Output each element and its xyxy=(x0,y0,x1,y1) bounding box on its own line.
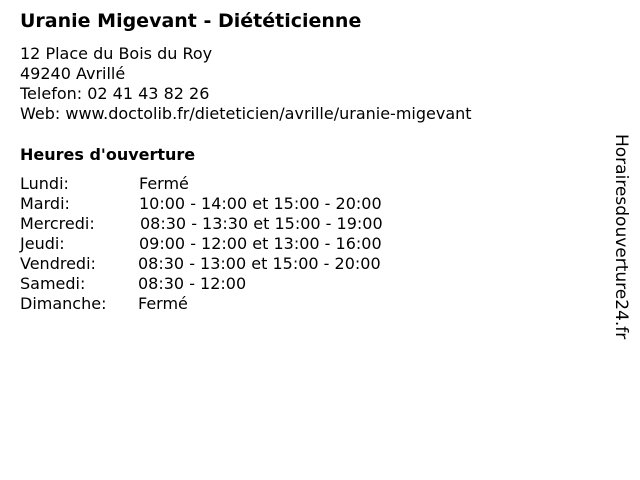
day-hours: 08:30 - 12:00 xyxy=(138,274,247,293)
day-label: Mardi: xyxy=(20,194,70,213)
hours-row-friday xyxy=(20,254,440,274)
hours-row-thursday xyxy=(20,234,440,254)
phone-number: Telefon: 02 41 43 82 26 xyxy=(20,84,210,103)
hours-row-monday xyxy=(20,174,440,194)
day-hours: 08:30 - 13:00 et 15:00 - 20:00 xyxy=(138,254,381,273)
hours-row-wednesday xyxy=(20,214,440,234)
day-hours: Fermé xyxy=(138,294,188,313)
day-hours: 08:30 - 13:30 et 15:00 - 19:00 xyxy=(140,214,383,233)
street-address: 12 Place du Bois du Roy xyxy=(20,44,213,63)
business-address-block xyxy=(20,44,472,124)
city-postcode: 49240 Avrillé xyxy=(20,64,126,83)
day-hours: Fermé xyxy=(139,174,189,193)
day-label: Mercredi: xyxy=(20,214,95,233)
day-label: Lundi: xyxy=(20,174,69,193)
day-label: Jeudi: xyxy=(20,234,65,253)
opening-hours-heading: Heures d'ouverture xyxy=(20,145,196,164)
site-watermark: Horairesdouverture24.fr xyxy=(611,134,631,340)
day-label: Vendredi: xyxy=(20,254,96,273)
hours-row-saturday xyxy=(20,274,440,294)
hours-row-sunday xyxy=(20,294,440,314)
day-label: Dimanche: xyxy=(20,294,107,313)
day-hours: 10:00 - 14:00 et 15:00 - 20:00 xyxy=(139,194,382,213)
day-hours: 09:00 - 12:00 et 13:00 - 16:00 xyxy=(139,234,382,253)
business-name: Uranie Migevant - Diététicienne xyxy=(20,10,362,32)
opening-hours-table xyxy=(20,174,440,314)
website: Web: www.doctolib.fr/dieteticien/avrille/uranie-migevant xyxy=(20,104,472,123)
hours-row-tuesday xyxy=(20,194,440,214)
day-label: Samedi: xyxy=(20,274,86,293)
